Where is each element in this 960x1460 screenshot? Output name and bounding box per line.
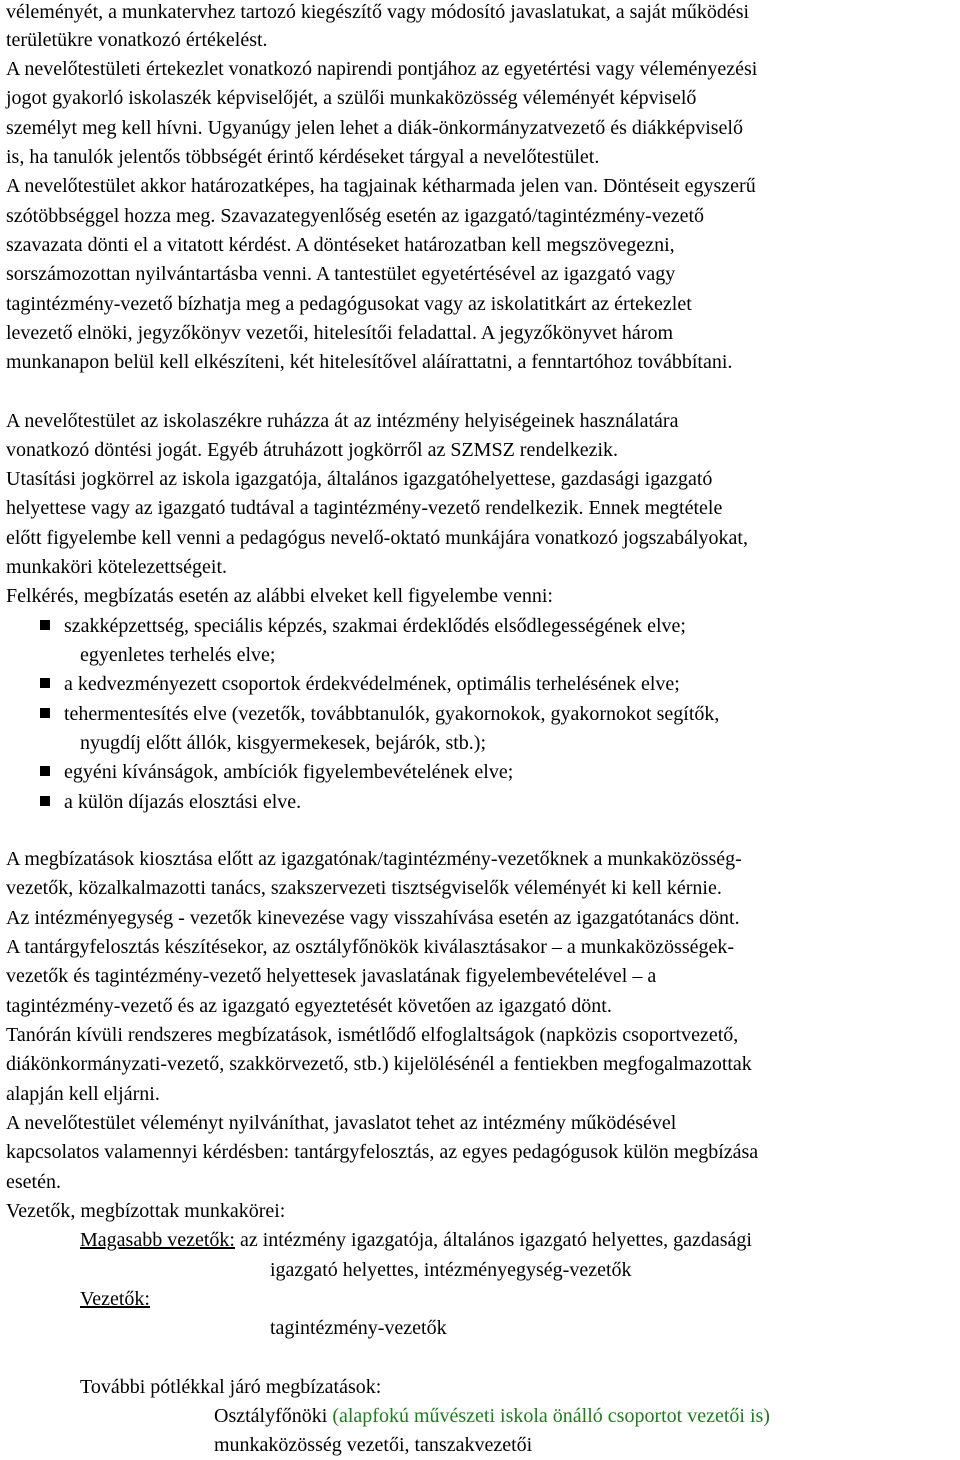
extra-assignments-continuation: munkaközösség vezetői, tanszakvezetői	[214, 1434, 533, 1456]
extra-assignments-label: További pótlékkal járó megbízatások:	[80, 1376, 382, 1398]
paragraph-3-line: alapján kell eljárni.	[6, 1083, 160, 1105]
paragraph-2-line: A nevelőtestület az iskolaszékre ruházza át az intézmény helyiségeinek használatára	[6, 410, 679, 432]
list-item-text: tehermentesítés elve (vezetők, továbbtanulók, gyakornokok, gyakornokot segítők,	[64, 703, 720, 725]
paragraph-3-line: esetén.	[6, 1171, 61, 1193]
paragraph-2-line: helyettese vagy az igazgató tudtával a tagintézmény-vezető rendelkezik. Ennek megtétele	[6, 497, 723, 519]
senior-leaders-line	[80, 1228, 752, 1252]
leaders-label	[80, 1287, 150, 1311]
list-item	[6, 702, 946, 726]
list-item-continuation: egyenletes terhelés elve;	[80, 644, 276, 666]
paragraph-3-line: kapcsolatos valamennyi kérdésben: tantárgyfelosztás, az egyes pedagógusok külön megbízása	[6, 1141, 759, 1163]
paragraph-2-line: Felkérés, megbízatás esetén az alábbi elveket kell figyelembe venni:	[6, 585, 553, 607]
square-bullet-icon	[40, 678, 50, 688]
list-item	[6, 760, 946, 784]
paragraph-1-line: területükre vonatkozó értékelést.	[6, 29, 268, 51]
paragraph-3-line: diákönkormányzati-vezető, szakkörvezető, stb.) kijelölésénél a fentiekben megfogalmazottak	[6, 1053, 752, 1075]
square-bullet-icon	[40, 766, 50, 776]
paragraph-3-line: Vezetők, megbízottak munkakörei:	[6, 1200, 286, 1222]
paragraph-3-line: A tantárgyfelosztás készítésekor, az osztályfőnökök kiválasztásakor – a munkaközösségek-	[6, 936, 735, 958]
leaders-text: tagintézmény-vezetők	[270, 1317, 447, 1339]
paragraph-3-line: A megbízatások kiosztása előtt az igazgatónak/tagintézmény-vezetőknek a munkaközösség-	[6, 848, 742, 870]
square-bullet-icon	[40, 708, 50, 718]
paragraph-1-line: véleményét, a munkatervhez tartozó kiegészítő vagy módosító javaslatukat, a saját működési	[6, 1, 750, 23]
list-item-text: a külön díjazás elosztási elve.	[64, 791, 302, 813]
paragraph-1-line: munkanapon belül kell elkészíteni, két hitelesítővel aláírattatni, a fenntartóhoz továbbítani.	[6, 351, 733, 373]
extra-assignments-line	[214, 1404, 770, 1428]
paragraph-1-line: A nevelőtestület akkor határozatképes, ha tagjainak kétharmada jelen van. Döntéseit egyszerű	[6, 175, 756, 197]
paragraph-3-line: vezetők és tagintézmény-vezető helyettesek javaslatának figyelembevételével – a	[6, 965, 657, 987]
paragraph-2-line: Utasítási jogkörrel az iskola igazgatója, általános igazgatóhelyettese, gazdasági igazgató	[6, 468, 713, 490]
paragraph-2-line: előtt figyelembe kell venni a pedagógus nevelő-oktató munkájára vonatkozó jogszabályokat,	[6, 527, 748, 549]
paragraph-1-line: is, ha tanulók jelentős többségét érintő kérdéseket tárgyal a nevelőtestület.	[6, 146, 600, 168]
paragraph-3-line: tagintézmény-vezető és az igazgató egyeztetését követően az igazgató dönt.	[6, 995, 612, 1017]
paragraph-1-line: levezető elnöki, jegyzőkönyv vezetői, hitelesítői feladattal. A jegyzőkönyvet három	[6, 322, 674, 344]
square-bullet-icon	[40, 796, 50, 806]
list-item-text: szakképzettség, speciális képzés, szakmai érdeklődés elsődlegességének elve;	[64, 615, 686, 637]
paragraph-1-line: jogot gyakorló iskolaszék képviselőjét, a szülői munkaközösség véleményét képviselő	[6, 87, 697, 109]
paragraph-1-line: tagintézmény-vezető bízhatja meg a pedagógusokat vagy az iskolatitkárt az értekezlet	[6, 293, 692, 315]
list-item-text: a kedvezményezett csoportok érdekvédelmének, optimális terhelésének elve;	[64, 673, 680, 695]
paragraph-1-line: személyt meg kell hívni. Ugyanúgy jelen lehet a diák-önkormányzatvezető és diákképviselő	[6, 117, 743, 139]
paragraph-1-line: szavazata dönti el a vitatott kérdést. A döntéseket határozatban kell megszövegezni,	[6, 234, 675, 256]
list-item-continuation: nyugdíj előtt állók, kisgyermekesek, bejárók, stb.);	[80, 732, 487, 754]
paragraph-1-line: A nevelőtestületi értekezlet vonatkozó napirendi pontjához az egyetértési vagy véleményezési	[6, 58, 758, 80]
senior-leaders-text: az intézmény igazgatója, általános igazgató helyettes, gazdasági	[234, 1229, 752, 1251]
paragraph-2-line: munkaköri kötelezettségeit.	[6, 556, 228, 578]
class-teacher-text: Osztályfőnöki	[214, 1405, 333, 1427]
paragraph-3-line: Tanórán kívüli rendszeres megbízatások, ismétlődő elfoglaltságok (napközis csoportvezető,	[6, 1024, 739, 1046]
paragraph-3-line: Az intézményegység - vezetők kinevezése vagy visszahívása esetén az igazgatótanács dönt.	[6, 907, 740, 929]
paragraph-3-line: A nevelőtestület véleményt nyilváníthat, javaslatot tehet az intézmény működésével	[6, 1112, 677, 1134]
senior-leaders-continuation: igazgató helyettes, intézményegység-vezetők	[270, 1259, 632, 1281]
square-bullet-icon	[40, 620, 50, 630]
paragraph-2-line: vonatkozó döntési jogát. Egyéb átruházott jogkörről az SZMSZ rendelkezik.	[6, 439, 619, 461]
list-item	[6, 790, 946, 814]
list-item-text: egyéni kívánságok, ambíciók figyelembevételének elve;	[64, 761, 514, 783]
senior-leaders-label: Magasabb vezetők:	[80, 1229, 235, 1251]
leaders-label-text: Vezetők:	[80, 1288, 150, 1310]
list-item	[6, 672, 946, 696]
paragraph-1-line: sorszámozottan nyilvántartásba venni. A tantestület egyetértésével az igazgató vagy	[6, 263, 676, 285]
paragraph-3-line: vezetők, közalkalmazotti tanács, szakszervezeti tisztségviselők véleményét ki kell kérnie.	[6, 877, 722, 899]
list-item	[6, 614, 946, 638]
paragraph-1-line: szótöbbséggel hozza meg. Szavazategyenlőség esetén az igazgató/tagintézmény-vezető	[6, 205, 705, 227]
highlighted-note: (alapfokú művészeti iskola önálló csoportot vezetői is)	[332, 1405, 770, 1427]
